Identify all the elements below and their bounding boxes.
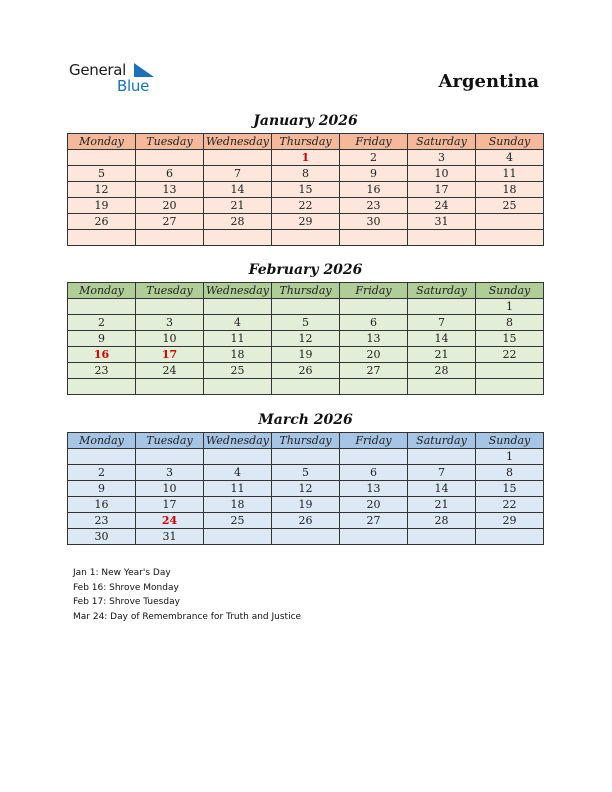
week-row xyxy=(68,347,544,363)
day-cell: 6 xyxy=(340,465,408,481)
weekday-header-monday: Monday xyxy=(68,433,136,449)
week-row xyxy=(68,379,544,395)
day-cell: 22 xyxy=(476,497,544,513)
day-cell: 19 xyxy=(272,347,340,363)
day-cell: 17 xyxy=(136,497,204,513)
day-cell: 7 xyxy=(408,465,476,481)
empty-day-cell xyxy=(136,150,204,166)
day-cell: 3 xyxy=(136,465,204,481)
day-cell: 25 xyxy=(476,198,544,214)
calendar-january xyxy=(67,133,544,246)
empty-day-cell xyxy=(408,379,476,395)
day-cell: 21 xyxy=(408,347,476,363)
day-cell: 27 xyxy=(340,513,408,529)
country-title: Argentina xyxy=(438,71,539,92)
day-cell: 6 xyxy=(136,166,204,182)
day-cell: 16 xyxy=(340,182,408,198)
day-cell: 4 xyxy=(204,465,272,481)
day-cell: 30 xyxy=(340,214,408,230)
day-cell: 10 xyxy=(136,331,204,347)
day-cell: 26 xyxy=(272,513,340,529)
day-cell: 13 xyxy=(340,481,408,497)
weekday-header-row xyxy=(68,283,544,299)
day-cell: 4 xyxy=(476,150,544,166)
empty-day-cell xyxy=(272,529,340,545)
empty-day-cell xyxy=(204,529,272,545)
empty-day-cell xyxy=(272,230,340,246)
day-cell: 29 xyxy=(476,513,544,529)
day-cell: 11 xyxy=(476,166,544,182)
empty-day-cell xyxy=(476,214,544,230)
holiday-list-item: Jan 1: New Year's Day xyxy=(73,568,171,578)
weekday-header-saturday: Saturday xyxy=(408,433,476,449)
day-cell: 26 xyxy=(68,214,136,230)
holiday-list-item: Feb 17: Shrove Tuesday xyxy=(73,597,180,607)
day-cell: 17 xyxy=(408,182,476,198)
day-cell: 8 xyxy=(272,166,340,182)
weekday-header-thursday: Thursday xyxy=(272,134,340,150)
empty-day-cell xyxy=(408,230,476,246)
day-cell: 27 xyxy=(136,214,204,230)
day-cell: 17 xyxy=(136,347,204,363)
weekday-header-sunday: Sunday xyxy=(476,134,544,150)
empty-day-cell xyxy=(204,230,272,246)
day-cell: 13 xyxy=(340,331,408,347)
day-cell: 1 xyxy=(272,150,340,166)
day-cell: 12 xyxy=(272,481,340,497)
day-cell: 23 xyxy=(340,198,408,214)
day-cell: 15 xyxy=(272,182,340,198)
empty-day-cell xyxy=(204,449,272,465)
day-cell: 20 xyxy=(136,198,204,214)
day-cell: 18 xyxy=(204,497,272,513)
week-row xyxy=(68,166,544,182)
empty-day-cell xyxy=(408,529,476,545)
day-cell: 10 xyxy=(136,481,204,497)
day-cell: 4 xyxy=(204,315,272,331)
flag-triangle-icon xyxy=(134,63,154,77)
day-cell: 6 xyxy=(340,315,408,331)
day-cell: 11 xyxy=(204,481,272,497)
day-cell: 16 xyxy=(68,497,136,513)
weekday-header-tuesday: Tuesday xyxy=(136,283,204,299)
week-row xyxy=(68,182,544,198)
week-row xyxy=(68,299,544,315)
empty-day-cell xyxy=(272,299,340,315)
day-cell: 5 xyxy=(272,315,340,331)
day-cell: 16 xyxy=(68,347,136,363)
day-cell: 25 xyxy=(204,363,272,379)
day-cell: 10 xyxy=(408,166,476,182)
empty-day-cell xyxy=(68,379,136,395)
day-cell: 9 xyxy=(68,331,136,347)
day-cell: 20 xyxy=(340,347,408,363)
day-cell: 28 xyxy=(204,214,272,230)
day-cell: 14 xyxy=(408,481,476,497)
week-row xyxy=(68,363,544,379)
empty-day-cell xyxy=(204,299,272,315)
weekday-header-friday: Friday xyxy=(340,283,408,299)
week-row xyxy=(68,465,544,481)
week-row xyxy=(68,198,544,214)
day-cell: 5 xyxy=(272,465,340,481)
brand-logo xyxy=(69,61,169,97)
empty-day-cell xyxy=(68,150,136,166)
day-cell: 19 xyxy=(272,497,340,513)
day-cell: 25 xyxy=(204,513,272,529)
empty-day-cell xyxy=(136,379,204,395)
calendar-march xyxy=(67,432,544,545)
empty-day-cell xyxy=(340,449,408,465)
week-row xyxy=(68,481,544,497)
day-cell: 1 xyxy=(476,299,544,315)
month-title-january: January 2026 xyxy=(253,113,358,129)
week-row xyxy=(68,497,544,513)
day-cell: 7 xyxy=(204,166,272,182)
day-cell: 12 xyxy=(272,331,340,347)
weekday-header-row xyxy=(68,134,544,150)
week-row xyxy=(68,513,544,529)
holiday-list-item: Feb 16: Shrove Monday xyxy=(73,582,179,593)
empty-day-cell xyxy=(272,379,340,395)
weekday-header-sunday: Sunday xyxy=(476,433,544,449)
day-cell: 19 xyxy=(68,198,136,214)
weekday-header-wednesday: Wednesday xyxy=(204,433,272,449)
empty-day-cell xyxy=(68,449,136,465)
day-cell: 2 xyxy=(68,465,136,481)
day-cell: 31 xyxy=(136,529,204,545)
day-cell: 3 xyxy=(408,150,476,166)
weekday-header-tuesday: Tuesday xyxy=(136,134,204,150)
day-cell: 5 xyxy=(68,166,136,182)
day-cell: 15 xyxy=(476,481,544,497)
day-cell: 7 xyxy=(408,315,476,331)
weekday-header-monday: Monday xyxy=(68,134,136,150)
day-cell: 9 xyxy=(68,481,136,497)
empty-day-cell xyxy=(340,379,408,395)
day-cell: 21 xyxy=(204,198,272,214)
week-row xyxy=(68,230,544,246)
brand-word-blue: Blue xyxy=(117,77,149,95)
weekday-header-sunday: Sunday xyxy=(476,283,544,299)
empty-day-cell xyxy=(136,230,204,246)
empty-day-cell xyxy=(408,449,476,465)
day-cell: 2 xyxy=(68,315,136,331)
day-cell: 18 xyxy=(476,182,544,198)
day-cell: 26 xyxy=(272,363,340,379)
month-title-february: February 2026 xyxy=(248,262,363,278)
weekday-header-row xyxy=(68,433,544,449)
day-cell: 8 xyxy=(476,315,544,331)
holiday-list-item: Mar 24: Day of Remembrance for Truth and Justice xyxy=(73,611,302,622)
day-cell: 28 xyxy=(408,363,476,379)
calendar-february xyxy=(67,282,544,395)
month-title-march: March 2026 xyxy=(258,412,353,428)
weekday-header-wednesday: Wednesday xyxy=(204,283,272,299)
empty-day-cell xyxy=(204,379,272,395)
day-cell: 23 xyxy=(68,363,136,379)
empty-day-cell xyxy=(204,150,272,166)
day-cell: 30 xyxy=(68,529,136,545)
day-cell: 3 xyxy=(136,315,204,331)
empty-day-cell xyxy=(476,230,544,246)
day-cell: 31 xyxy=(408,214,476,230)
day-cell: 28 xyxy=(408,513,476,529)
empty-day-cell xyxy=(272,449,340,465)
week-row xyxy=(68,529,544,545)
day-cell: 14 xyxy=(204,182,272,198)
day-cell: 24 xyxy=(408,198,476,214)
empty-day-cell xyxy=(340,230,408,246)
empty-day-cell xyxy=(476,529,544,545)
day-cell: 24 xyxy=(136,363,204,379)
day-cell: 1 xyxy=(476,449,544,465)
empty-day-cell xyxy=(476,379,544,395)
day-cell: 22 xyxy=(476,347,544,363)
day-cell: 11 xyxy=(204,331,272,347)
weekday-header-thursday: Thursday xyxy=(272,433,340,449)
empty-day-cell xyxy=(68,299,136,315)
holiday-list xyxy=(73,566,301,624)
day-cell: 12 xyxy=(68,182,136,198)
week-row xyxy=(68,150,544,166)
day-cell: 24 xyxy=(136,513,204,529)
empty-day-cell xyxy=(408,299,476,315)
day-cell: 2 xyxy=(340,150,408,166)
weekday-header-friday: Friday xyxy=(340,433,408,449)
weekday-header-saturday: Saturday xyxy=(408,134,476,150)
empty-day-cell xyxy=(340,299,408,315)
week-row xyxy=(68,331,544,347)
brand-word-general: General xyxy=(69,61,127,79)
empty-day-cell xyxy=(340,529,408,545)
day-cell: 22 xyxy=(272,198,340,214)
empty-day-cell xyxy=(136,299,204,315)
weekday-header-wednesday: Wednesday xyxy=(204,134,272,150)
empty-day-cell xyxy=(68,230,136,246)
day-cell: 14 xyxy=(408,331,476,347)
day-cell: 20 xyxy=(340,497,408,513)
day-cell: 13 xyxy=(136,182,204,198)
weekday-header-saturday: Saturday xyxy=(408,283,476,299)
day-cell: 21 xyxy=(408,497,476,513)
weekday-header-friday: Friday xyxy=(340,134,408,150)
weekday-header-tuesday: Tuesday xyxy=(136,433,204,449)
day-cell: 15 xyxy=(476,331,544,347)
day-cell: 29 xyxy=(272,214,340,230)
week-row xyxy=(68,449,544,465)
week-row xyxy=(68,315,544,331)
day-cell: 8 xyxy=(476,465,544,481)
week-row xyxy=(68,214,544,230)
day-cell: 9 xyxy=(340,166,408,182)
weekday-header-monday: Monday xyxy=(68,283,136,299)
day-cell: 18 xyxy=(204,347,272,363)
day-cell: 27 xyxy=(340,363,408,379)
weekday-header-thursday: Thursday xyxy=(272,283,340,299)
day-cell: 23 xyxy=(68,513,136,529)
empty-day-cell xyxy=(136,449,204,465)
empty-day-cell xyxy=(476,363,544,379)
